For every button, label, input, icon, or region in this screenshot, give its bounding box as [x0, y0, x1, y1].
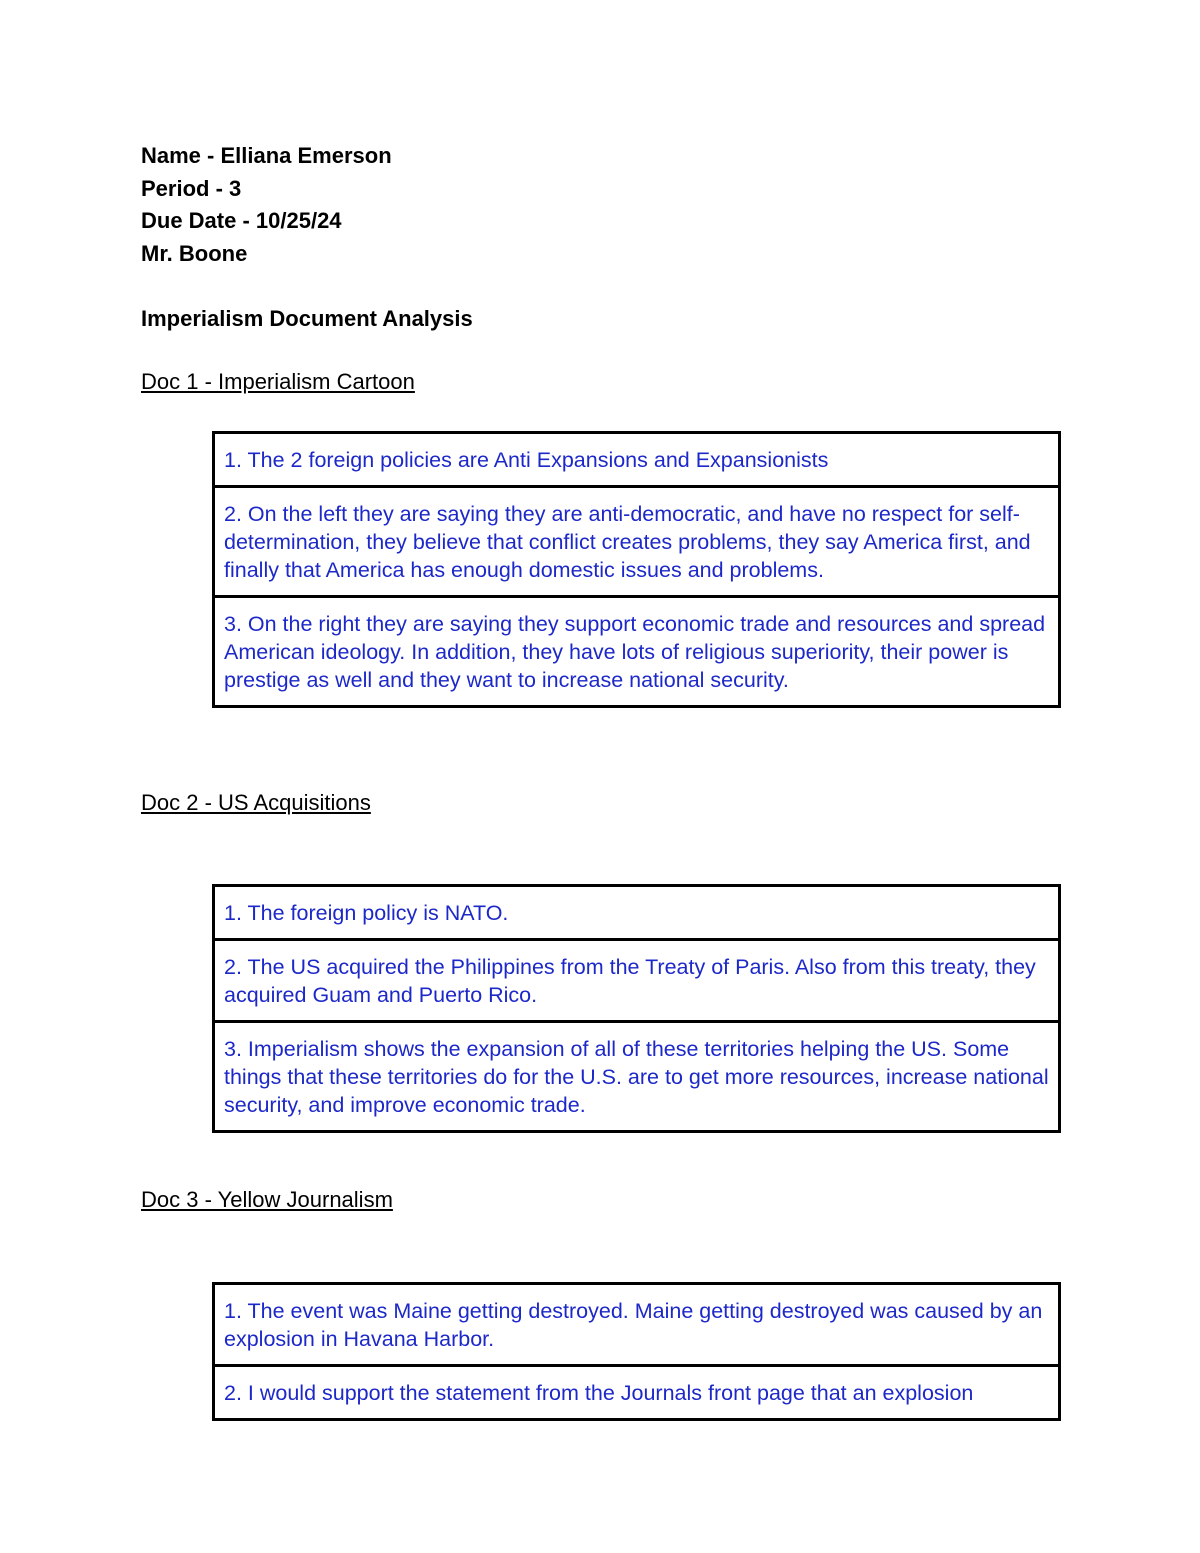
doc-1-answer-table [212, 431, 1061, 708]
due-date: Due Date - 10/25/24 [141, 208, 342, 233]
doc-2-answer-3: 3. Imperialism shows the expansion of all of these territories helping the US. Some things that these territories do for the U.S. are to get more resources, increase national security, and improve economic trade. [214, 1022, 1060, 1132]
table-row [214, 1366, 1060, 1420]
doc-1-answer-1: 1. The 2 foreign policies are Anti Expansions and Expansionists [214, 433, 1060, 487]
table-row [214, 433, 1060, 487]
doc-1-heading: Doc 1 - Imperialism Cartoon [141, 369, 415, 394]
doc-1-answer-3: 3. On the right they are saying they support economic trade and resources and spread American ideology. In addition, they have lots of religious superiority, their power is prestige as well and they want to increase national security. [214, 597, 1060, 707]
student-name: Name - Elliana Emerson [141, 143, 392, 168]
doc-3-answer-1: 1. The event was Maine getting destroyed. Maine getting destroyed was caused by an explosion in Havana Harbor. [214, 1284, 1060, 1366]
document-title: Imperialism Document Analysis [141, 306, 473, 331]
doc-1-answer-2: 2. On the left they are saying they are anti-democratic, and have no respect for self-determination, they believe that conflict creates problems, they say America first, and finally that America has enough domestic issues and problems. [214, 487, 1060, 597]
doc-3-answer-2: 2. I would support the statement from the Journals front page that an explosion [214, 1366, 1060, 1420]
doc-3-answer-table [212, 1282, 1061, 1421]
doc-2-heading: Doc 2 - US Acquisitions [141, 790, 371, 815]
doc-2-answer-2: 2. The US acquired the Philippines from the Treaty of Paris. Also from this treaty, they acquired Guam and Puerto Rico. [214, 940, 1060, 1022]
table-row [214, 1022, 1060, 1132]
table-row [214, 487, 1060, 597]
table-row [214, 1284, 1060, 1366]
doc-3-heading: Doc 3 - Yellow Journalism [141, 1187, 393, 1212]
doc-2-answer-table [212, 884, 1061, 1133]
table-row [214, 886, 1060, 940]
class-period: Period - 3 [141, 176, 242, 201]
teacher-name: Mr. Boone [141, 241, 248, 266]
table-row [214, 597, 1060, 707]
doc-2-answer-1: 1. The foreign policy is NATO. [214, 886, 1060, 940]
table-row [214, 940, 1060, 1022]
